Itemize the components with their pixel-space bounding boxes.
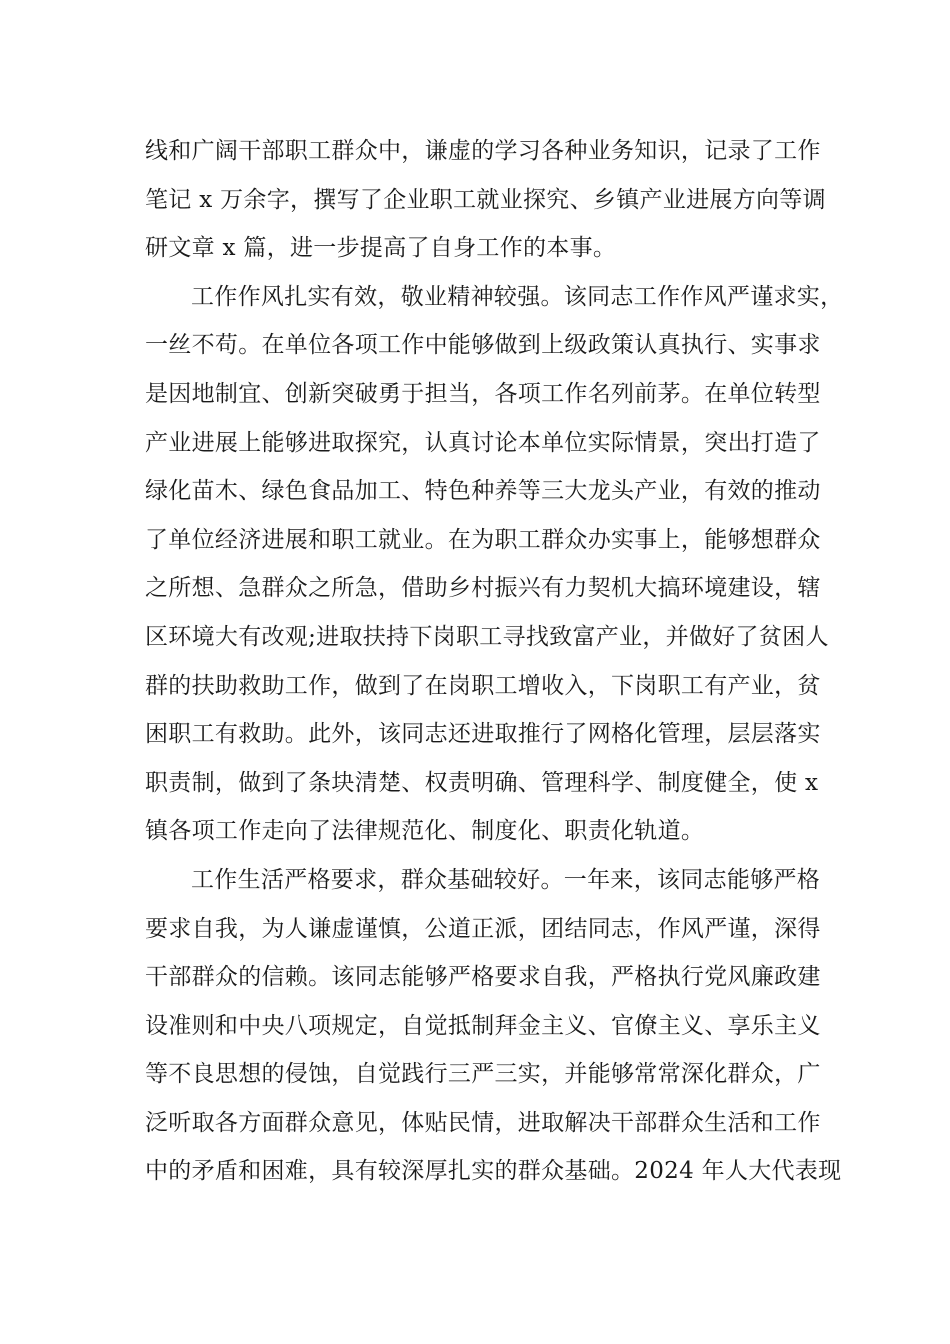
text-line: 一丝不苟。在单位各项工作中能够做到上级政策认真执行、实事求 <box>145 332 821 359</box>
paragraph-first-line: 工作作风扎实有效，敬业精神较强。该同志工作作风严谨求实， <box>191 283 844 310</box>
text-line: 泛听取各方面群众意见，体贴民情，进取解决干部群众生活和工作 <box>145 1109 821 1136</box>
text-line: 线和广阔干部职工群众中，谦虚的学习各种业务知识，记录了工作 <box>145 138 821 164</box>
text-line: 绿化苗木、绿色食品加工、特色种养等三大龙头产业，有效的推动 <box>145 478 821 505</box>
text-line: 要求自我，为人谦虚谨慎，公道正派，团结同志，作风严谨，深得 <box>145 915 821 942</box>
text-line: 之所想、急群众之所急，借助乡村振兴有力契机大搞环境建设，辖 <box>145 575 821 602</box>
text-line: 中的矛盾和困难，具有较深厚扎实的群众基础。2024 年人大代表现 <box>145 1158 842 1185</box>
text-line: 干部群众的信赖。该同志能够严格要求自我，严格执行党风廉政建 <box>145 964 821 991</box>
text-line: 困职工有救助。此外，该同志还进取推行了网格化管理，层层落实 <box>145 721 821 748</box>
text-line: 区环境大有改观;进取扶持下岗职工寻找致富产业，并做好了贫困人 <box>145 623 829 650</box>
text-line: 职责制，做到了条块清楚、权责明确、管理科学、制度健全，使 x <box>145 769 819 796</box>
text-line: 笔记 x 万余字，撰写了企业职工就业探究、乡镇产业进展方向等调 <box>145 186 826 213</box>
document-body <box>145 127 844 1196</box>
text-line: 产业进展上能够进取探究，认真讨论本单位实际情景，突出打造了 <box>145 429 821 456</box>
text-line: 设准则和中央八项规定，自觉抵制拜金主义、官僚主义、享乐主义 <box>145 1012 821 1039</box>
text-line: 研文章 x 篇，进一步提高了自身工作的本事。 <box>145 235 617 262</box>
text-line: 等不良思想的侵蚀，自觉践行三严三实，并能够常常深化群众，广 <box>145 1061 821 1088</box>
paragraph-first-line: 工作生活严格要求，群众基础较好。一年来，该同志能够严格 <box>191 866 821 893</box>
text-line: 是因地制宜、创新突破勇于担当，各项工作名列前茅。在单位转型 <box>145 380 821 407</box>
text-line: 群的扶助救助工作，做到了在岗职工增收入，下岗职工有产业，贫 <box>145 672 821 699</box>
text-line: 了单位经济进展和职工就业。在为职工群众办实事上，能够想群众 <box>145 526 821 553</box>
text-line: 镇各项工作走向了法律规范化、制度化、职责化轨道。 <box>145 818 705 845</box>
